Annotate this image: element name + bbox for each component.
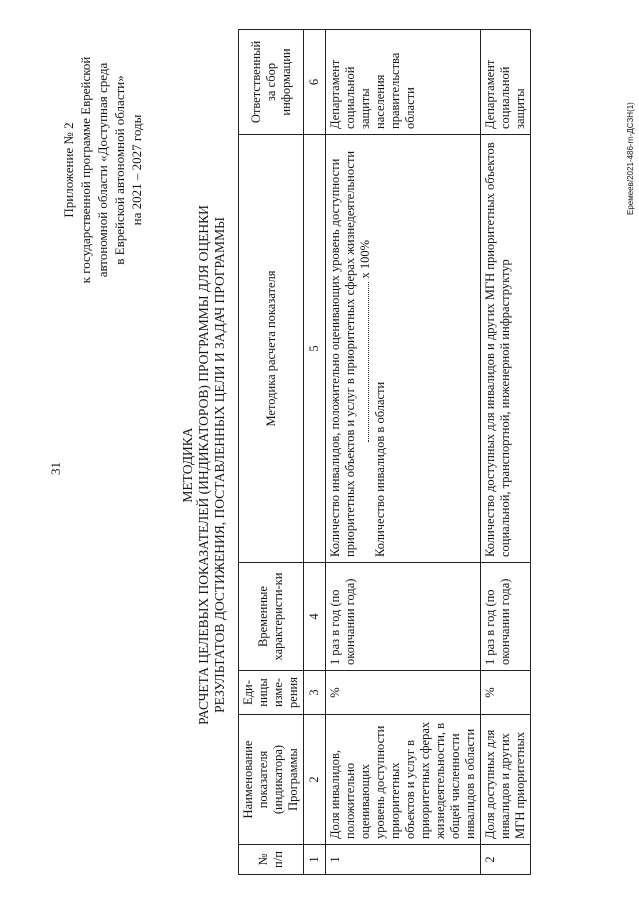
header-cell: Методика расчета показателя xyxy=(239,135,304,563)
appendix-line-4: в Еврейской автономной области» xyxy=(112,75,127,265)
column-number: 2 xyxy=(304,715,326,845)
indicator-method xyxy=(481,135,531,563)
header-cell: Наименование показателя (индикатора) Программы xyxy=(239,715,304,845)
indicator-name: Доля инвалидов, положительно оценивающих уровень доступности приоритетных объектов и услуг в приоритетных сферах жизнедеятельности, в общей численности инвалидов в области xyxy=(326,715,481,845)
indicator-method xyxy=(326,135,481,563)
table-row xyxy=(481,30,531,875)
title-line-2: РАСЧЕТА ЦЕЛЕВЫХ ПОКАЗАТЕЛЕЙ (ИНДИКАТОРОВ) ПРОГРАММЫ ДЛЯ ОЦЕНКИ xyxy=(196,205,211,725)
header-cell: Ответственный за сбор информации xyxy=(239,30,304,135)
column-number: 1 xyxy=(304,845,326,875)
table-row xyxy=(326,30,481,875)
indicator-unit: % xyxy=(481,671,531,715)
header-cell: № п/п xyxy=(239,845,304,875)
method-numerator: Количество доступных для инвалидов и других МГН приоритетных объектов социальной, транспортной, инженерной инфраструктур xyxy=(483,142,512,557)
indicator-unit: % xyxy=(326,671,481,715)
column-number: 3 xyxy=(304,671,326,715)
column-number: 5 xyxy=(304,135,326,563)
header-cell: Временные характеристи-ки xyxy=(239,563,304,671)
indicator-name: Доля доступных для инвалидов и других МГН приоритетных xyxy=(481,715,531,845)
appendix-line-3: автономной области «Доступная среда xyxy=(95,62,110,278)
appendix-line-2: к государственной программе Еврейской xyxy=(78,56,93,284)
method-multiplier: x 100% xyxy=(358,240,372,279)
document-footer-code: Еремеев/2021-486-rn-ДСЗН(1) xyxy=(626,102,635,215)
header-cell: Еди-ницы изме-рения xyxy=(239,671,304,715)
appendix-line-5: на 2021 – 2027 годы xyxy=(129,114,144,226)
document-title xyxy=(180,135,228,795)
row-number: 2 xyxy=(481,845,531,875)
column-number: 6 xyxy=(304,30,326,135)
responsible-party: Департамент социальной защиты xyxy=(481,30,531,135)
table-header-row xyxy=(239,30,304,875)
row-number: 1 xyxy=(326,845,481,875)
responsible-party: Департамент социальной защиты населения правительства области xyxy=(326,30,481,135)
method-numerator: Количество инвалидов, положительно оценивающих уровень доступности приоритетных объектов и услуг в приоритетных сферах жизнедеятельности xyxy=(328,150,357,557)
column-number-row xyxy=(304,30,326,875)
appendix-note xyxy=(60,35,145,305)
appendix-line-1: Приложение № 2 xyxy=(61,122,76,218)
page-number: 31 xyxy=(48,462,63,475)
title-line-1: МЕТОДИКА xyxy=(180,427,195,503)
fraction-bar xyxy=(358,282,369,442)
indicator-time: 1 раз в год (по окончании года) xyxy=(326,563,481,671)
fraction-line xyxy=(358,140,373,557)
indicator-time: 1 раз в год (по окончании года) xyxy=(481,563,531,671)
indicators-table xyxy=(238,29,531,875)
column-number: 4 xyxy=(304,563,326,671)
method-denominator: Количество инвалидов в области xyxy=(373,381,387,557)
title-line-3: РЕЗУЛЬТАТОВ ДОСТИЖЕНИЯ, ПОСТАВЛЕННЫХ ЦЕЛИ И ЗАДАЧ ПРОГРАММЫ xyxy=(212,217,227,713)
